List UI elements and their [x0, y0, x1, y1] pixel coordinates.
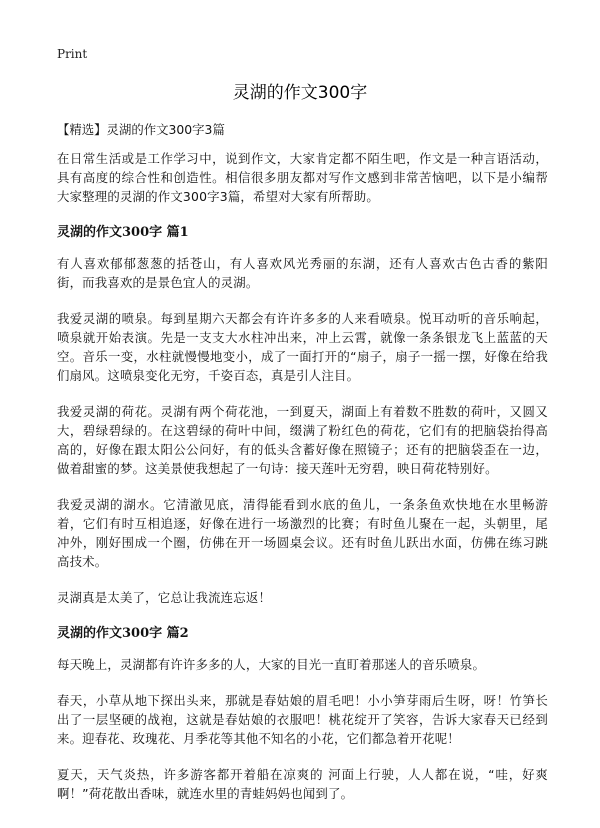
document-subtitle: 【精选】灵湖的作文300字3篇	[57, 122, 225, 137]
paragraph: 灵湖真是太美了，它总让我流连忘返！	[57, 590, 272, 605]
document-body	[57, 120, 548, 820]
paragraph: 我爱灵湖的湖水。它清澈见底，清得能看到水底的鱼儿，一条条鱼欢快地在水里畅游着，它们有时互相追逐，好像在进行一场激烈的比赛；有时鱼儿聚在一起，头朝里，尾冲外，刚好围成一个圈，仿佛在开一场圆桌会议。还有时鱼儿跃出水面，仿佛在练习跳高技术。	[57, 497, 548, 569]
print-label: Print	[57, 47, 88, 61]
paragraph: 有人喜欢郁郁葱葱的括苍山，有人喜欢风光秀丽的东湖，还有人喜欢古色古香的紫阳街，而我喜欢的是景色宜人的灵湖。	[57, 256, 548, 290]
paragraph: 春天，小草从地下探出头来，那就是春姑娘的眉毛吧！小小笋芽雨后生呀，呀！竹笋长出了一层坚硬的战袍，这就是春姑娘的衣服吧！桃花绽开了笑容，告诉大家春天已经到来。迎春花、玫瑰花、月季花等其他不知名的小花，它们都急着开花呢！	[57, 693, 548, 746]
paragraph: 夏天，天气炎热，许多游客都开着船在凉爽的 河面上行驶，人人都在说，“哇，好爽啊！”荷花散出香味，就连水里的青蛙妈妈也闻到了。	[57, 767, 548, 801]
page-title: 灵湖的作文300字	[232, 83, 368, 103]
paragraph: 我爱灵湖的荷花。灵湖有两个荷花池，一到夏天，湖面上有着数不胜数的荷叶，又圆又大，碧绿碧绿的。在这碧绿的荷叶中间，缀满了粉红色的荷花，它们有的把脑袋抬得高高的，好像在跟太阳公公问好，有的低头含蓄好像在照镜子；还有的把脑袋歪在一边，做着甜蜜的梦。这美景使我想起了一句诗：接天莲叶无穷碧，映日荷花特别好。	[57, 404, 548, 476]
section-heading: 灵湖的作文300字 篇2	[57, 626, 189, 641]
section-heading: 灵湖的作文300字 篇1	[57, 225, 189, 240]
paragraph: 每天晚上，灵湖都有许许多多的人，大家的目光一直盯着那迷人的音乐喷泉。	[57, 657, 486, 672]
paragraph: 我爱灵湖的喷泉。每到星期六天都会有许许多多的人来看喷泉。悦耳动听的音乐响起，喷泉就开始表演。先是一支支大水柱冲出来，冲上云霄，就像一条条银龙飞上蓝蓝的天空。音乐一变，水柱就慢慢地变小，成了一面打开的“扇子，扇子一摇一摆，好像在给我们扇风。这喷泉变化无穷，千姿百态，真是引人注目。	[57, 311, 548, 383]
intro-paragraph: 在日常生活或是工作学习中，说到作文，大家肯定都不陌生吧，作文是一种言语活动，具有高度的综合性和创造性。相信很多朋友都对写作文感到非常苦恼吧，以下是小编帮大家整理的灵湖的作文300字3篇，希望对大家有所帮助。	[57, 151, 548, 204]
